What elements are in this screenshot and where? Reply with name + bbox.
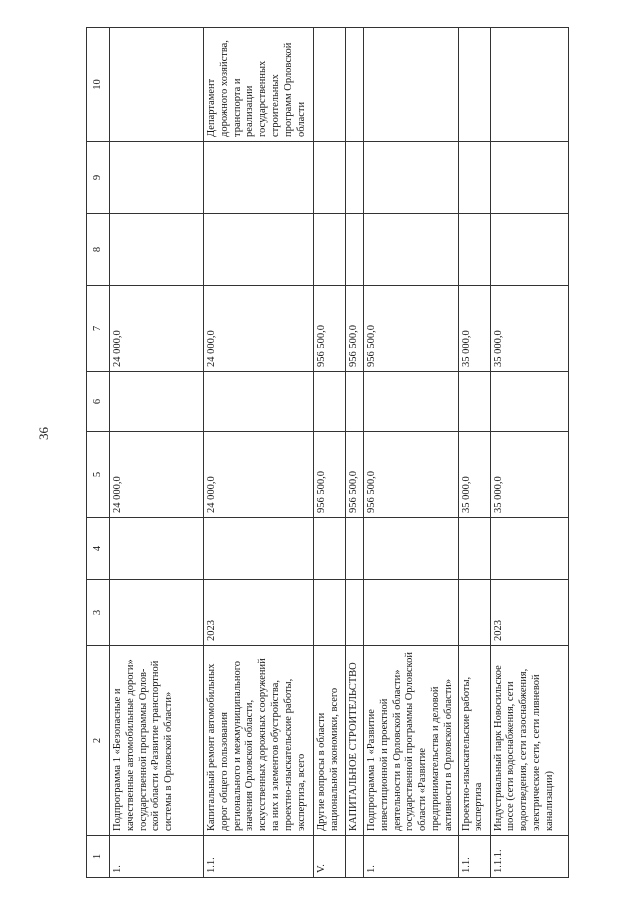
cell-total: 956 500,0: [314, 432, 346, 518]
column-header: 7: [87, 286, 110, 372]
row-number: 1.: [364, 836, 459, 878]
cell-col7: 956 500,0: [346, 286, 364, 372]
table-row: [314, 28, 346, 878]
table-row: [364, 28, 459, 878]
row-number: [346, 836, 364, 878]
cell-col8: [204, 214, 314, 286]
cell-col9: [364, 142, 459, 214]
column-header: 9: [87, 142, 110, 214]
cell-year: [458, 580, 490, 646]
cell-col8: [346, 214, 364, 286]
cell-total: 35 000,0: [458, 432, 490, 518]
column-header: 2: [87, 646, 110, 836]
cell-col7: 24 000,0: [204, 286, 314, 372]
cell-col4: [458, 518, 490, 580]
row-title: Подпрограмма 1 «Развитие инвестиционной и проектной деятельности в Орловской области» государственной программы Орловской области «Развитие предпринимательства и деловой активности в Орловской области»: [364, 646, 459, 836]
cell-col4: [490, 518, 568, 580]
cell-responsible: Департамент дорожного хозяйства, транспорта и реализации государственных строительных программ Орловской области: [204, 28, 314, 142]
cell-col8: [314, 214, 346, 286]
row-title: Проектно-изыскательские работы, экспертиза: [458, 646, 490, 836]
cell-year: [314, 580, 346, 646]
cell-col9: [314, 142, 346, 214]
row-number: 1.: [110, 836, 204, 878]
cell-col8: [364, 214, 459, 286]
row-number: V.: [314, 836, 346, 878]
cell-responsible: [458, 28, 490, 142]
cell-col8: [110, 214, 204, 286]
column-header: 6: [87, 372, 110, 432]
cell-responsible: [364, 28, 459, 142]
row-number: 1.1.1.: [490, 836, 568, 878]
cell-responsible: [110, 28, 204, 142]
cell-col7: 956 500,0: [314, 286, 346, 372]
cell-col4: [364, 518, 459, 580]
cell-col9: [490, 142, 568, 214]
row-number: 1.1.: [458, 836, 490, 878]
cell-col6: [458, 372, 490, 432]
cell-year: [110, 580, 204, 646]
cell-year: 2023: [490, 580, 568, 646]
cell-col9: [204, 142, 314, 214]
budget-table-container: [86, 28, 555, 878]
cell-col6: [364, 372, 459, 432]
cell-total: 35 000,0: [490, 432, 568, 518]
cell-total: 24 000,0: [204, 432, 314, 518]
column-header: 5: [87, 432, 110, 518]
table-row: [110, 28, 204, 878]
cell-col4: [204, 518, 314, 580]
cell-col9: [458, 142, 490, 214]
cell-col6: [314, 372, 346, 432]
table-row: [346, 28, 364, 878]
cell-col4: [110, 518, 204, 580]
row-number: 1.1.: [204, 836, 314, 878]
cell-total: 24 000,0: [110, 432, 204, 518]
column-header: 10: [87, 28, 110, 142]
cell-col6: [346, 372, 364, 432]
row-title: Другие вопросы в области национальной экономики, всего: [314, 646, 346, 836]
column-header: 4: [87, 518, 110, 580]
cell-col4: [314, 518, 346, 580]
row-title: Капитальный ремонт автомобильных дорог общего пользования регионального и межмуниципального значения Орловской области, искусственных дорожных сооружений на них и элементов обустройства, проектно-изыскательские работы, экспертиза, всего: [204, 646, 314, 836]
cell-col7: 35 000,0: [490, 286, 568, 372]
cell-col6: [490, 372, 568, 432]
cell-col9: [346, 142, 364, 214]
column-header: 1: [87, 836, 110, 878]
cell-col9: [110, 142, 204, 214]
table-row: [458, 28, 490, 878]
cell-total: 956 500,0: [364, 432, 459, 518]
cell-responsible: [490, 28, 568, 142]
cell-responsible: [314, 28, 346, 142]
cell-col6: [110, 372, 204, 432]
cell-year: 2023: [204, 580, 314, 646]
row-title: Индустриальный парк Новосильское шоссе (сети водоснабжения, сети водоотведения, сети газоснабжения, электрические сети, сети ливневой канализации): [490, 646, 568, 836]
column-header: 8: [87, 214, 110, 286]
cell-col8: [458, 214, 490, 286]
cell-total: 956 500,0: [346, 432, 364, 518]
cell-col7: 24 000,0: [110, 286, 204, 372]
page-number: 36: [36, 427, 51, 440]
budget-table: [86, 27, 569, 878]
cell-year: [364, 580, 459, 646]
header-row: [87, 28, 110, 878]
cell-col4: [346, 518, 364, 580]
table-row: [204, 28, 314, 878]
cell-col6: [204, 372, 314, 432]
cell-col7: 35 000,0: [458, 286, 490, 372]
row-title: Подпрограмма 1 «Безопасные и качественные автомобильные дороги» государственной программы Орлов-ской области «Развитие транспортной системы в Орловской области»: [110, 646, 204, 836]
cell-responsible: [346, 28, 364, 142]
cell-year: [346, 580, 364, 646]
cell-col7: 956 500,0: [364, 286, 459, 372]
table-row: [490, 28, 568, 878]
cell-col8: [490, 214, 568, 286]
row-title: КАПИТАЛЬНОЕ СТРОИТЕЛЬСТВО: [346, 646, 364, 836]
column-header: 3: [87, 580, 110, 646]
